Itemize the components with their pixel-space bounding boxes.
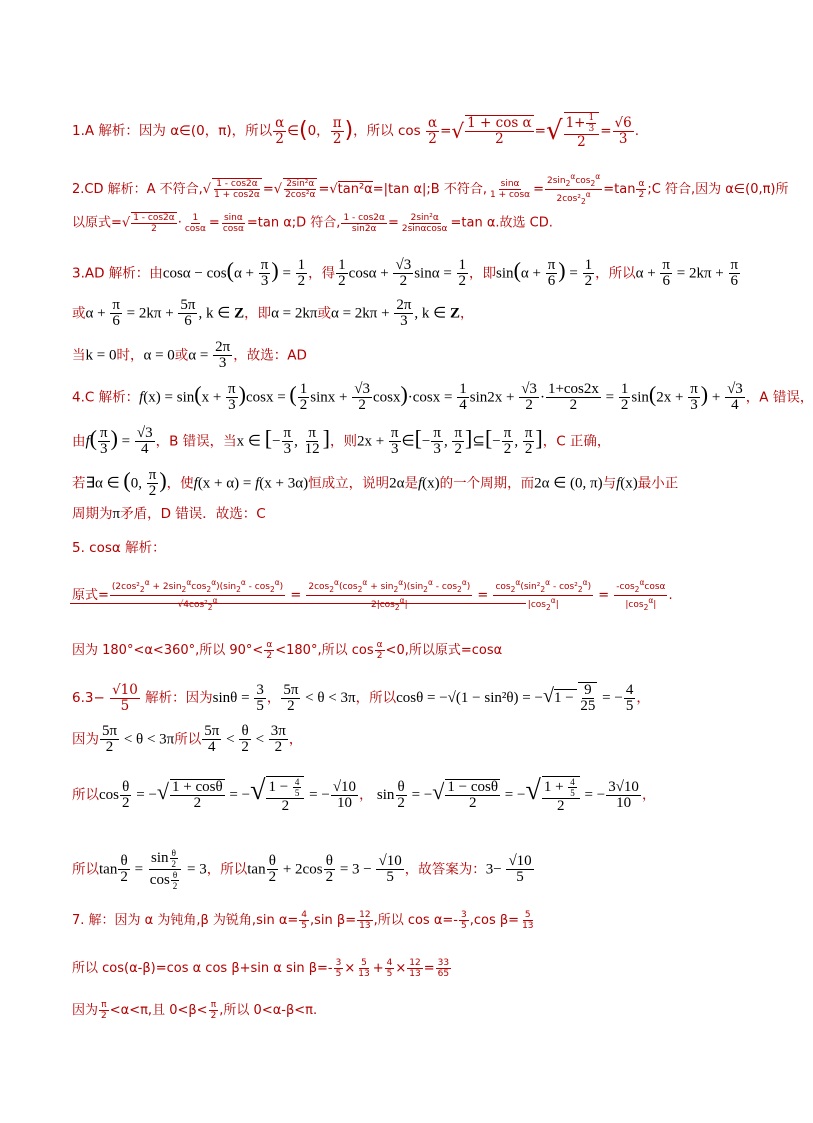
solution-4-line-2: 由f( $\frac{\pi}{3}$ ) = $\frac{√3}{4}$ ，B 错误，当x ∈ [− $\frac{\pi}{3}$ , $\frac{\pi}{12}$ ]，则2x + $\frac{\pi}{3}$ ∈[− $\frac{\pi}{3}$ , $\frac{\pi}{2}$ ]⊆[− $\frac{\pi}{2}$ , $\frac{\pi}{2}$ ]，C 正确， (72, 425, 611, 457)
solution-6: 6.3− $\frac{√10}{5}$ 解析：因为sinθ = $\frac{3}{5}$ ， $\frac{5\pi}{2}$ < θ < 3π，所以cosθ = −√(1 − sin²θ) = −√1 − $\frac{9}{25}$ = − $\frac{4}{5}$ ， (72, 681, 650, 714)
solution-5-conclusion: 因为 180°<α<360°,所以 90°< $\frac{\alpha}{2}$ <180°,所以 cos $\frac{\alpha}{2}$ <0,所以原式=cosα (72, 640, 503, 661)
solution-2: 2.CD 解析：A 不符合,√ $\frac{1 - \cos 2\alpha}{1 + \cos 2\alpha}$ =√ $\frac{\text{2sin²α}}{\text{2cos²α}}$ =√tan²α=|tan α|;B 不符合, $\frac{\sin\alpha}{1 + \cos\alpha}$ = $\frac{2\sin_2^\alpha\cos_2^\alpha}{2\cos^2_2^\alpha}$ =tan $\frac{\alpha}{2}$ ;C 符合,因为 α∈(0,π)所 (72, 172, 789, 206)
solution-2-continued: 以原式=√ $\frac{1 - \cos 2\alpha}{2}$ · $\frac{1}{\cos\alpha}$ = $\frac{\sin\alpha}{\cos\alpha}$ =tan α;D 符合, $\frac{1 - \cos 2\alpha}{\sin 2\alpha}$ = $\frac{\text{2sin²α}}{2\sin\alpha\cos\alpha}$ =tan α.故选 CD. (72, 212, 553, 234)
solution-1: 1.A 解析：因为 α∈(0，π)，所以 $\frac{\alpha}{2}$ ∈(0， $\frac{\pi}{2}$ )，所以 cos $\frac{\alpha}{2}$ =√ $\frac{\text{1 + cos α}}{2}$ =√ 1+ $\frac{1}{3}$ 2 = $\frac{√6}{3}$ . (72, 113, 640, 150)
solution-7-line-3: 因为 $\frac{\pi}{2}$ <α<π,且 0<β< $\frac{\pi}{2}$ ,所以 0<α-β<π. (72, 1000, 318, 1021)
solution-7-line-2: 所以 cos(α-β)=cos α cos β+sin α sin β=- $\frac{3}{5}$ × $\frac{5}{13}$ + $\frac{4}{5}$ × $\frac{12}{13}$ = $\frac{33}{65}$ (72, 958, 450, 979)
solution-4-line-4: 周期为π矛盾，D 错误．故选：C (72, 506, 266, 522)
solution-5-expression: 原式= $\frac{(2\cos^2_2^\alpha + 2\sin_2^\alpha\cos_2^\alpha)(\sin_2^\alpha - \cos_2^\alpha)}{√4\cos^2_2^\alpha}$ = $\frac{2\cos_2^\alpha(\cos_2^\alpha + \sin_2^\alpha)(\sin_2^\alpha - \cos_2^\alpha)}{2|\cos_2^\alpha|}$ = $\frac{\cos_2^\alpha(\sin^2_2^\alpha - \cos^2_2^\alpha)}{|\cos_2^\alpha|}$ = $\frac{-\cos_2^\alpha\cos\alpha}{|\cos_2^\alpha|}$ . (72, 578, 673, 612)
solution-3-line-2: 或α + $\frac{\pi}{6}$ = 2kπ + $\frac{5\pi}{6}$ , k ∈ Z，即α = 2kπ或α = 2kπ + $\frac{2\pi}{3}$ , k ∈ Z， (72, 297, 474, 329)
solution-6-line-2: 因为 $\frac{5\pi}{2}$ < θ < 3π所以 $\frac{5\pi}{4}$ < $\frac{\theta}{2}$ < $\frac{3\pi}{2}$ ， (72, 723, 303, 755)
solution-7: 7. 解：因为 α 为钝角,β 为锐角,sin α= $\frac{4}{5}$ ,sin β= $\frac{12}{13}$ ,所以 cos α=- $\frac{3}{5}$ ,cos β= $\frac{5}{13}$ (72, 910, 534, 931)
solution-5: 5. cosα 解析： (72, 540, 166, 556)
solution-4-line-3: 若∃α ∈ (0, $\frac{\pi}{2}$ )，使f(x + α) = f(x + 3α)恒成立，说明2α是f(x)的一个周期，而2α ∈ (0, π)与f(x)最小正 (72, 467, 679, 499)
underline-rule (70, 603, 526, 604)
solution-6-line-3: 所以cos $\frac{\theta}{2}$ = −√ $\frac{1 + \cos\theta}{2}$ = −√ 1 − $\frac{4}{5}$ 2 = − $\frac{√10}{10}$ ， sin $\frac{\theta}{2}$ = −√ $\frac{1 - \cos\theta}{2}$ = −√ 1 + $\frac{4}{5}$ 2 = − $\frac{3√10}{10}$ ， (72, 775, 656, 814)
solution-3-line-3: 当k = 0时，α = 0或α = $\frac{2\pi}{3}$ ，故选：AD (72, 339, 307, 371)
solution-6-line-4: 所以tan $\frac{\theta}{2}$ = sin $\frac{\theta}{2}$ cos $\frac{\theta}{2}$ = 3，所以tan $\frac{\theta}{2}$ + 2cos $\frac{\theta}{2}$ = 3 − $\frac{√10}{5}$ ，故答案为：3− $\frac{√10}{5}$ (72, 848, 532, 891)
solution-3: 3.AD 解析：由cosα − cos(α + $\frac{\pi}{3}$ ) = $\frac{1}{2}$ ，得 $\frac{1}{2}$ cosα + $\frac{√3}{2}$ sinα = $\frac{1}{2}$ ，即sin(α + $\frac{\pi}{6}$ ) = $\frac{1}{2}$ ，所以α + $\frac{\pi}{6}$ = 2kπ + $\frac{\pi}{6}$ (72, 257, 739, 289)
solution-4: 4.C 解析：f(x) = sin(x + $\frac{\pi}{3}$ )cosx = ( $\frac{1}{2}$ sinx + $\frac{√3}{2}$ cosx)·cosx = $\frac{1}{4}$ sin2x + $\frac{√3}{2}$ · $\frac{1+\cos 2x}{2}$ = $\frac{1}{2}$ sin(2x + $\frac{\pi}{3}$ ) + $\frac{√3}{4}$ ，A 错误， (72, 381, 813, 413)
